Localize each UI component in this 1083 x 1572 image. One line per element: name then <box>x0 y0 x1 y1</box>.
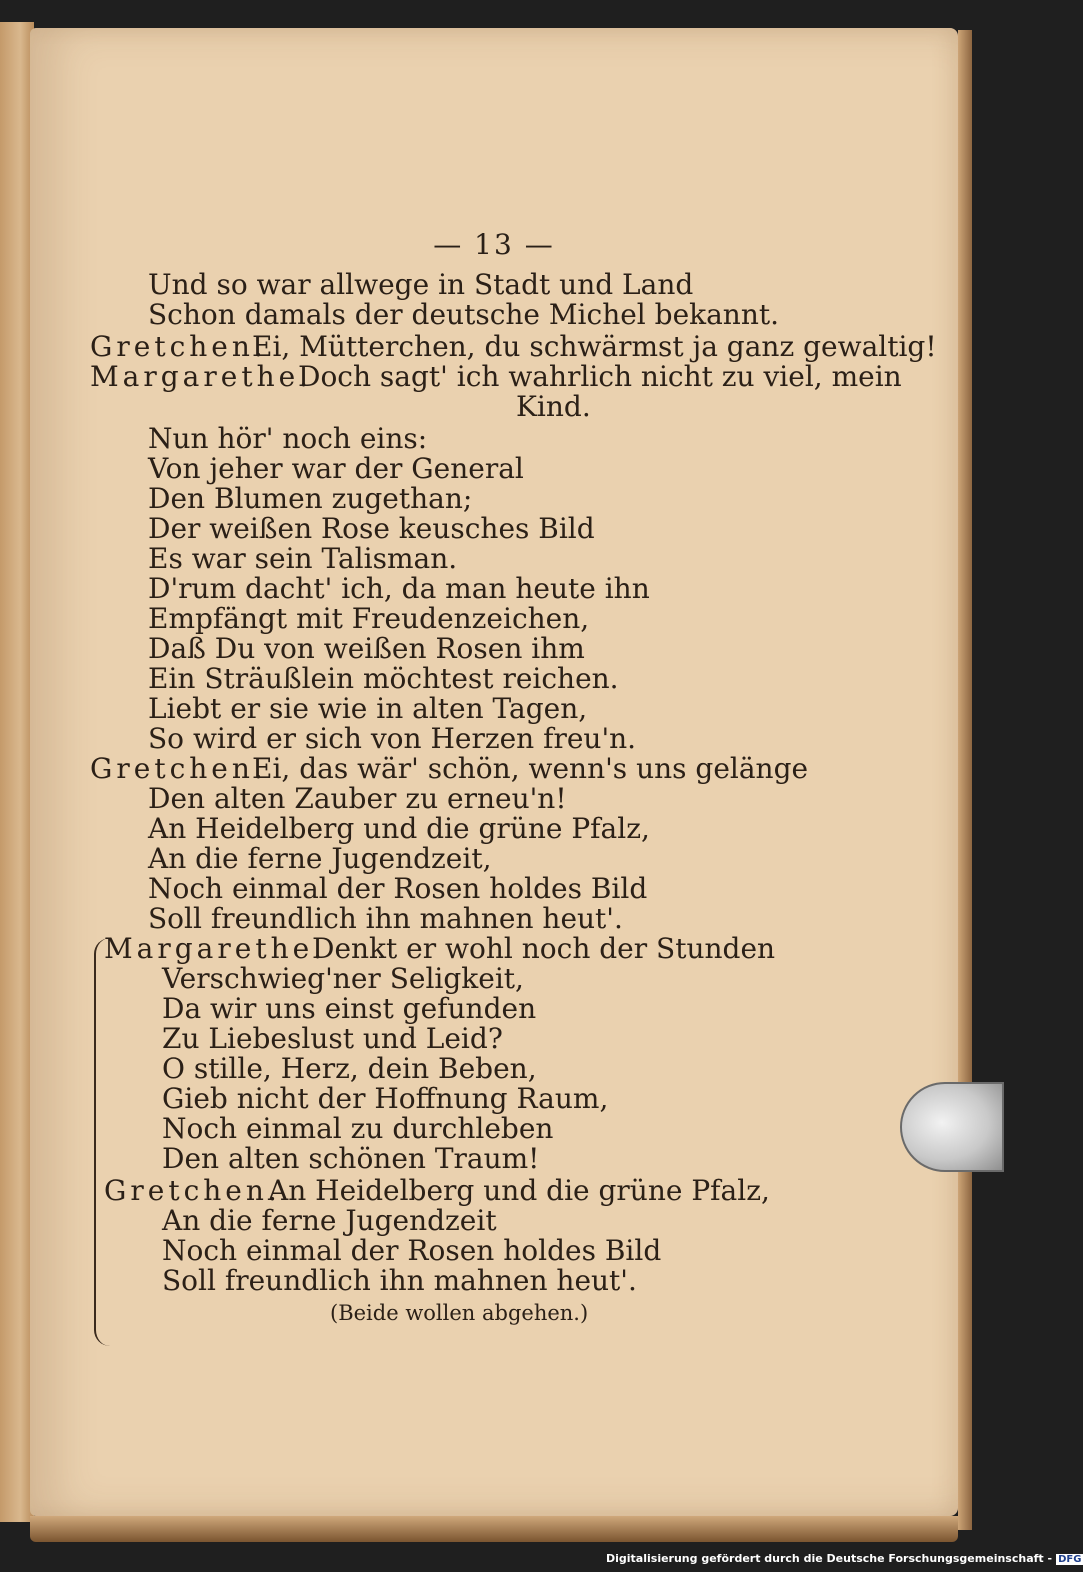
stage-direction: (Beide wollen abgehen.) <box>330 1301 589 1325</box>
speaker-name: Gretchen. <box>104 1174 281 1207</box>
text-line: Ei, Mütterchen, du schwärmst ja ganz gewaltig! <box>252 330 937 363</box>
text-line: Der weißen Rose keusches Bild <box>148 512 595 545</box>
page-clip <box>900 1082 1004 1172</box>
text-line: Da wir uns einst gefunden <box>162 992 537 1025</box>
text-line: Von jeher war der General <box>148 452 524 485</box>
text-line: Ei, das wär' schön, wenn's uns gelänge <box>252 752 809 785</box>
speaker-name: Margarethe. <box>90 360 313 393</box>
footer-text: Digitalisierung gefördert durch die Deutsche Forschungsgemeinschaft - <box>606 1552 1053 1565</box>
text-line: Und so war allwege in Stadt und Land <box>148 268 694 301</box>
text-line: Doch sagt' ich wahrlich nicht zu viel, mein <box>298 360 902 393</box>
text-line: Noch einmal zu durchleben <box>162 1112 554 1145</box>
text-line: An Heidelberg und die grüne Pfalz, <box>148 812 650 845</box>
text-line: Noch einmal der Rosen holdes Bild <box>162 1234 662 1267</box>
text-line: Kind. <box>516 390 591 423</box>
text-line: Ein Sträußlein möchtest reichen. <box>148 662 619 695</box>
page-number: — 13 — <box>433 228 555 261</box>
page-edge-right <box>958 30 972 1530</box>
text-line: Schon damals der deutsche Michel bekannt. <box>148 298 780 331</box>
digitization-footer <box>606 1552 1083 1565</box>
text-line: Zu Liebeslust und Leid? <box>162 1022 503 1055</box>
text-line: So wird er sich von Herzen freu'n. <box>148 722 637 755</box>
text-line: Soll freundlich ihn mahnen heut'. <box>162 1264 637 1297</box>
text-line: D'rum dacht' ich, da man heute ihn <box>148 572 650 605</box>
text-line: Den alten Zauber zu erneu'n! <box>148 782 567 815</box>
text-line: An Heidelberg und die grüne Pfalz, <box>268 1174 770 1207</box>
text-line: An die ferne Jugendzeit <box>162 1204 497 1237</box>
book-spine <box>0 22 34 1522</box>
text-line: Soll freundlich ihn mahnen heut'. <box>148 902 623 935</box>
text-line: Denkt er wohl noch der Stunden <box>312 932 776 965</box>
text-line: Noch einmal der Rosen holdes Bild <box>148 872 648 905</box>
duet-bracket <box>94 938 126 1346</box>
text-line: Verschwieg'ner Seligkeit, <box>162 962 524 995</box>
text-line: Nun hör' noch eins: <box>148 422 428 455</box>
dfg-logo: DFG <box>1058 1554 1082 1565</box>
text-line: Empfängt mit Freudenzeichen, <box>148 602 590 635</box>
speaker-name: Gretchen. <box>90 330 267 363</box>
text-line: Liebt er sie wie in alten Tagen, <box>148 692 588 725</box>
text-line: Den Blumen zugethan; <box>148 482 473 515</box>
book-page <box>30 28 958 1516</box>
text-line: An die ferne Jugendzeit, <box>148 842 492 875</box>
text-line: Daß Du von weißen Rosen ihm <box>148 632 585 665</box>
page-edge-bottom <box>30 1516 958 1542</box>
speaker-name: Gretchen. <box>90 752 267 785</box>
speaker-name: Margarethe. <box>104 932 327 965</box>
text-line: Gieb nicht der Hoffnung Raum, <box>162 1082 609 1115</box>
text-line: O stille, Herz, dein Beben, <box>162 1052 537 1085</box>
text-line: Es war sein Talisman. <box>148 542 458 575</box>
text-line: Den alten schönen Traum! <box>162 1142 540 1175</box>
